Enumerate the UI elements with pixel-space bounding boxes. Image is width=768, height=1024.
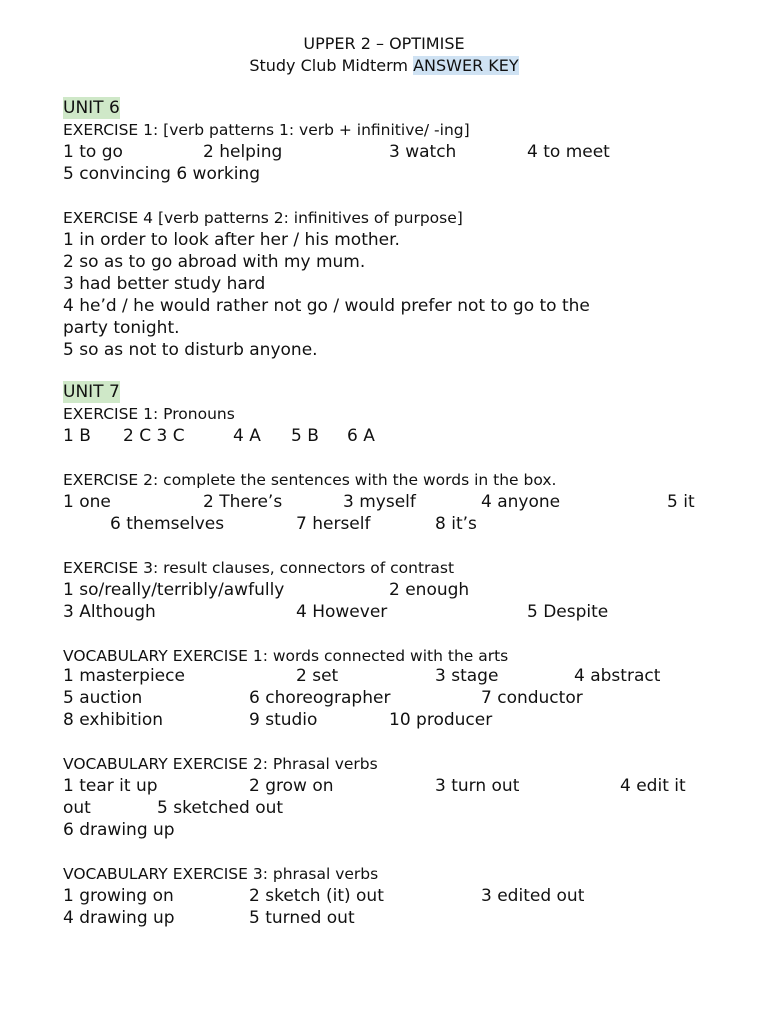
answer-line: 1 in order to look after her / his mother.: [63, 230, 400, 250]
answer-item: 4 to meet: [527, 142, 610, 162]
answer-item: 4 A: [233, 426, 261, 446]
answer-line: 4 he’d / he would rather not go / would prefer not to go to the: [63, 296, 590, 316]
answer-item: 2 sketch (it) out: [249, 886, 384, 906]
answer-item: 1 to go: [63, 142, 123, 162]
answer-item: 5 Despite: [527, 602, 609, 622]
answer-item: 3 edited out: [481, 886, 585, 906]
answer-item: 5 auction: [63, 688, 143, 708]
answer-item: 1 one: [63, 492, 111, 512]
answer-item: 1 masterpiece: [63, 666, 185, 686]
answer-line: party tonight.: [63, 318, 180, 338]
answer-item: 4 abstract: [574, 666, 661, 686]
answer-line: 3 had better study hard: [63, 274, 266, 294]
answer-line: 2 so as to go abroad with my mum.: [63, 252, 366, 272]
answer-item: 5 convincing 6 working: [63, 164, 260, 184]
answer-item: 5 sketched out: [157, 798, 284, 818]
answer-item: 1 tear it up: [63, 776, 158, 796]
vocab2-heading: VOCABULARY EXERCISE 2: Phrasal verbs: [63, 755, 378, 773]
answer-item: 3 turn out: [435, 776, 520, 796]
answer-item: 4 drawing up: [63, 908, 175, 928]
answer-item: 2 grow on: [249, 776, 334, 796]
document-subtitle: [0, 55, 768, 77]
answer-item: 3 Although: [63, 602, 156, 622]
unit7-ex3-heading: EXERCISE 3: result clauses, connectors of contrast: [63, 559, 455, 577]
answer-item: 10 producer: [389, 710, 493, 730]
answer-item: 4 anyone: [481, 492, 561, 512]
answer-key-highlight: ANSWER KEY: [413, 56, 519, 75]
unit-6-label: UNIT 6: [63, 98, 120, 118]
answer-item: 1 B: [63, 426, 91, 446]
answer-item: out: [63, 798, 91, 818]
answer-item: 7 herself: [296, 514, 371, 534]
answer-item: 3 stage: [435, 666, 499, 686]
answer-item: 2 set: [296, 666, 339, 686]
unit-7-label: UNIT 7: [63, 382, 120, 402]
answer-item: 6 choreographer: [249, 688, 391, 708]
subtitle-prefix: Study Club Midterm: [249, 56, 414, 75]
answer-item: 8 exhibition: [63, 710, 164, 730]
answer-item: 1 so/really/terribly/awfully: [63, 580, 285, 600]
unit6-ex1-heading: EXERCISE 1: [verb patterns 1: verb + infinitive/ -ing]: [63, 121, 470, 139]
answer-line: 5 so as not to disturb anyone.: [63, 340, 318, 360]
answer-item: 3 watch: [389, 142, 457, 162]
answer-item: 7 conductor: [481, 688, 583, 708]
document-title: UPPER 2 – OPTIMISE: [303, 34, 465, 53]
answer-item: 2 There’s: [203, 492, 283, 512]
unit7-ex2-heading: EXERCISE 2: complete the sentences with the words in the box.: [63, 471, 557, 489]
answer-item: 4 However: [296, 602, 388, 622]
answer-item: 6 A: [347, 426, 375, 446]
answer-item: 8 it’s: [435, 514, 477, 534]
answer-item: 5 turned out: [249, 908, 355, 928]
answer-item: 3 myself: [343, 492, 416, 512]
answer-item: 5 B: [291, 426, 319, 446]
vocab1-heading: VOCABULARY EXERCISE 1: words connected with the arts: [63, 647, 509, 665]
vocab3-heading: VOCABULARY EXERCISE 3: phrasal verbs: [63, 865, 379, 883]
answer-item: 4 edit it: [620, 776, 686, 796]
answer-item: 2 helping: [203, 142, 283, 162]
unit7-ex1-heading: EXERCISE 1: Pronouns: [63, 405, 235, 423]
answer-item: 2 enough: [389, 580, 470, 600]
answer-item: 1 growing on: [63, 886, 174, 906]
answer-item: 5 it: [667, 492, 695, 512]
answer-item: 6 drawing up: [63, 820, 175, 840]
answer-item: 6 themselves: [110, 514, 225, 534]
answer-item: 9 studio: [249, 710, 318, 730]
unit6-ex4-heading: EXERCISE 4 [verb patterns 2: infinitives of purpose]: [63, 209, 463, 227]
answer-item: 2 C 3 C: [123, 426, 185, 446]
